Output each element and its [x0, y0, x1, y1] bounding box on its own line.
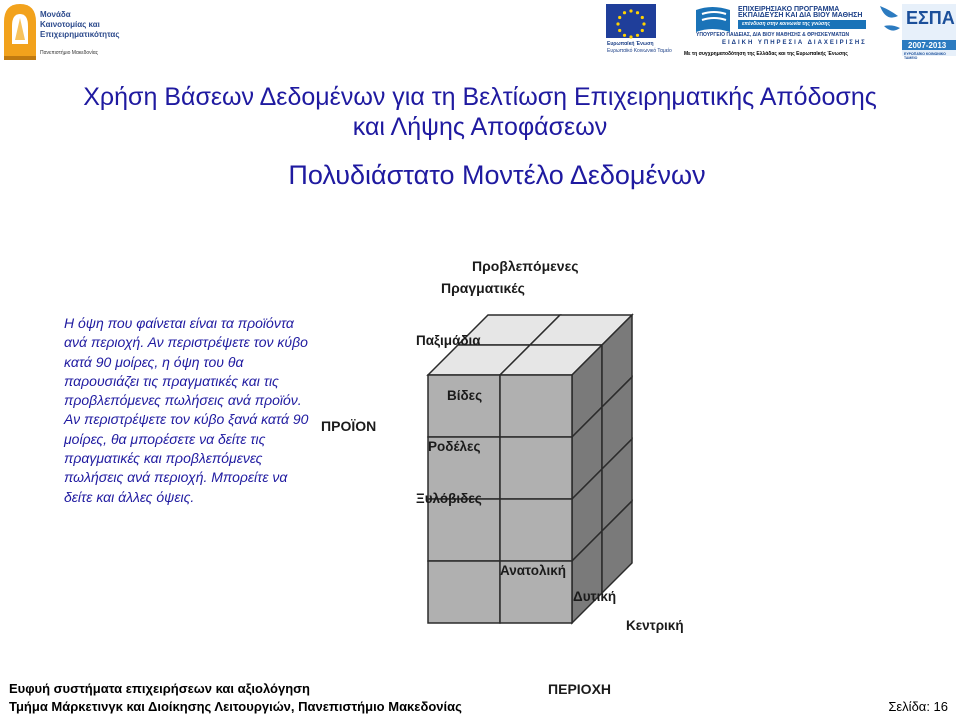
title-line-2: και Λήψης Αποφάσεων: [352, 113, 608, 141]
logo-sub: Πανεπιστήμιο Μακεδονίας: [40, 50, 99, 56]
program-sub: επένδυση στην κοινωνία της γνώσης: [742, 21, 831, 27]
product-screws: Βίδες: [447, 388, 483, 403]
logo-text-2: Καινοτομίας και: [40, 20, 100, 29]
ministry: ΥΠΟΥΡΓΕΙΟ ΠΑΙΔΕΙΑΣ, ΔΙΑ ΒΙΟΥ ΜΑΘΗΣΗΣ & ΘΡΗΣΚΕΥΜΑΤΩΝ: [696, 32, 850, 38]
university-logo: [0, 0, 120, 62]
product-wood-screws: Ξυλόβιδες: [416, 491, 482, 506]
eu-label-1: Ευρωπαϊκή Ένωση: [607, 41, 654, 47]
espa-sub: ΕΥΡΩΠΑΪΚΟ ΚΟΙΝΩΝΙΚΟ ΤΑΜΕΙΟ: [904, 52, 946, 60]
explanation-paragraph: Η όψη που φαίνεται είναι τα προϊόντα ανά περιοχή. Αν περιστρέψετε τον κύβο κατά 90 μοίρες, η όψη του θα παρουσιάζει τις πραγματικές και τις προβλεπόμενες πωλήσεις ανά προϊόν. Αν περιστρέψετε τον κύβο ξανά κατά 90 μοίρες, θα μπορέσετε να δείτε τις πραγματικές και προβλεπόμενες πωλήσεις ανά περιοχή. Μπορείτε να δείτε και άλλες όψεις.: [64, 315, 309, 505]
logo-text-1: Μονάδα: [40, 10, 71, 19]
eu-funding-logos: [602, 0, 960, 64]
page-subtitle: Πολυδιάστατο Μοντέλο Δεδομένων: [288, 160, 706, 190]
lightbulb-logo-icon: [0, 0, 40, 62]
page-title: [0, 82, 960, 142]
cofunding: Με τη συγχρηματοδότηση της Ελλάδας και της Ευρωπαϊκής Ένωσης: [684, 51, 848, 57]
label-forecast: Προβλεπόμενες: [472, 258, 579, 274]
title-line-1: Χρήση Βάσεων Δεδομένων για τη Βελτίωση Επιχειρηματικής Απόδοσης: [83, 83, 877, 111]
label-actual: Πραγματικές: [441, 280, 525, 296]
espa-title: ΕΣΠΑ: [906, 8, 955, 28]
special-service: ΕΙΔΙΚΗ ΥΠΗΡΕΣΙΑ ΔΙΑΧΕΙΡΙΣΗΣ: [722, 40, 867, 46]
region-east: Ανατολική: [500, 563, 566, 578]
espa-years: 2007-2013: [908, 41, 947, 50]
eu-label-2: Ευρωπαϊκό Κοινωνικό Ταμείο: [607, 48, 672, 54]
program-title-1: ΕΠΙΧΕΙΡΗΣΙΑΚΟ ΠΡΟΓΡΑΜΜΑ: [738, 6, 840, 13]
region-axis-label: ΠΕΡΙΟΧΗ: [548, 681, 612, 697]
region-west: Δυτική: [573, 589, 617, 604]
product-axis-label: ΠΡΟΪΟΝ: [321, 418, 377, 434]
footer-course: Ευφυή συστήματα επιχειρήσεων και αξιολόγηση: [9, 681, 310, 696]
logo-text-3: Επιχειρηματικότητας: [40, 30, 120, 39]
region-central: Κεντρική: [626, 618, 684, 633]
footer-department: Τμήμα Μάρκετινγκ και Διοίκησης Λειτουργιών, Πανεπιστήμιο Μακεδονίας: [9, 699, 462, 714]
page-number: Σελίδα: 16: [888, 699, 948, 714]
program-title-2: ΕΚΠΑΙΔΕΥΣΗ ΚΑΙ ΔΙΑ ΒΙΟΥ ΜΑΘΗΣΗ: [738, 12, 863, 19]
product-washers: Ροδέλες: [428, 439, 481, 454]
product-nuts: Παξιμάδια: [416, 333, 481, 348]
